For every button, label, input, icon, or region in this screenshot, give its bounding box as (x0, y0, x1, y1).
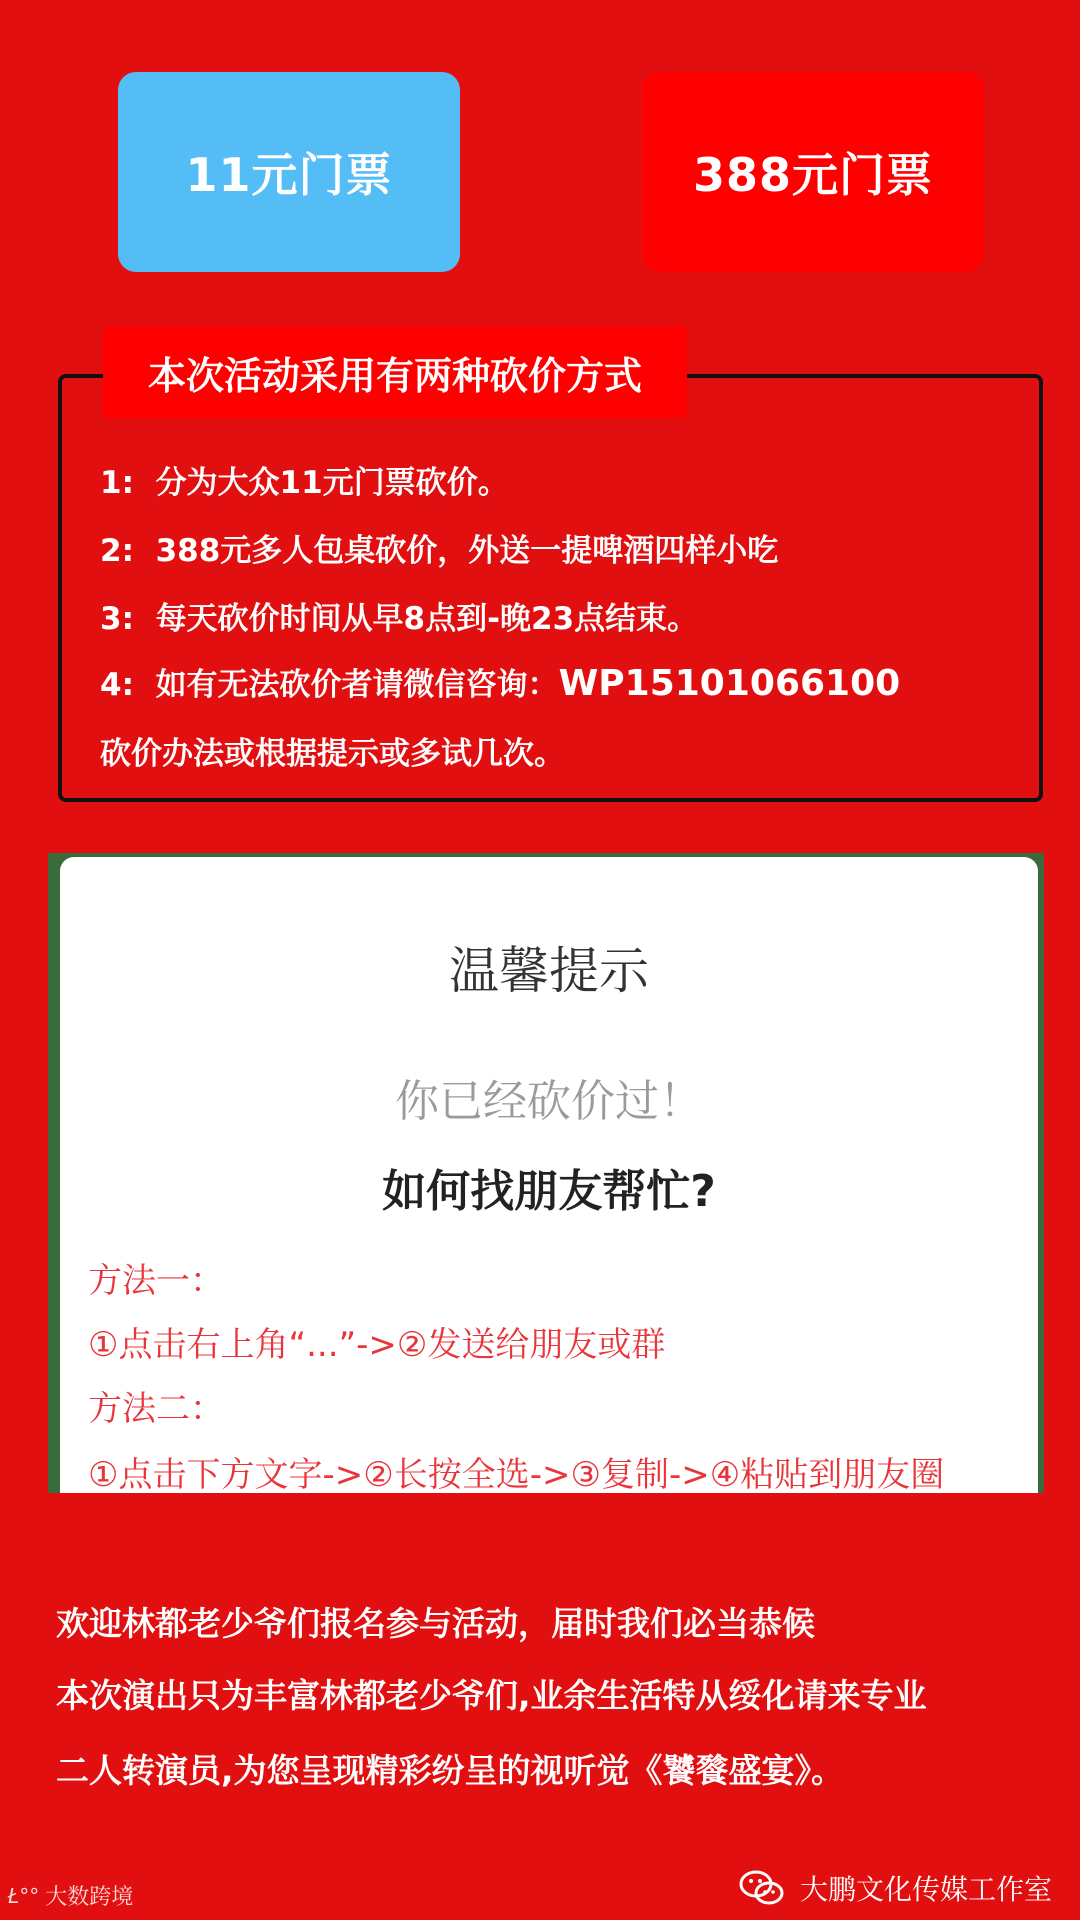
wechat-icon (738, 1868, 786, 1908)
rule-num: 3: (100, 601, 134, 637)
dialog-screenshot (48, 853, 1044, 1493)
wechat-contact-id[interactable]: WP15101066100 (558, 663, 901, 704)
rule-line-2 (100, 525, 778, 570)
rule-line-1 (100, 457, 509, 502)
ticket-388-button[interactable] (642, 72, 984, 272)
dialog-subtitle: 你已经砍价过！ (395, 1076, 703, 1127)
footer-line-3: 二人转演员,为您呈现精彩纷呈的视听觉《饕餮盛宴》。 (56, 1751, 845, 1790)
rules-header-text: 本次活动采用有两种砍价方式 (147, 353, 642, 398)
dialog-title: 温馨提示 (449, 942, 649, 1000)
rule-note (100, 728, 565, 773)
footer-line-2: 本次演出只为丰富林都老少爷们,业余生活特从绥化请来专业 (56, 1676, 927, 1715)
rule-text: 分为大众11元门票砍价。 (155, 465, 509, 501)
method2-label: 方法二： (88, 1389, 224, 1429)
rule-text: 如有无法砍价者请微信咨询： (155, 667, 559, 703)
rule-note-text: 砍价办法或根据提示或多试几次。 (100, 736, 565, 772)
dialog-question: 如何找朋友帮忙? (382, 1166, 716, 1217)
rule-line-3 (100, 593, 698, 638)
watermark (8, 1880, 133, 1911)
tip-dialog (60, 857, 1038, 1493)
wechat-account-name: 大鹏文化传媒工作室 (799, 1873, 1052, 1906)
wechat-account-badge (738, 1868, 1052, 1908)
method1-label: 方法一： (88, 1261, 224, 1301)
footer-line-1: 欢迎林都老少爷们报名参与活动，届时我们必当恭候 (56, 1604, 815, 1643)
method2-steps: ①点击下方文字->②长按全选->③复制->④粘贴到朋友圈 (88, 1455, 945, 1493)
method1-steps: ①点击右上角“...”->②发送给朋友或群 (88, 1325, 666, 1365)
rule-text: 388元多人包桌砍价，外送一提啤酒四样小吃 (155, 533, 779, 569)
rule-num: 4: (100, 667, 134, 703)
rule-num: 2: (100, 533, 134, 569)
rule-num: 1: (100, 465, 134, 501)
ticket-11-button[interactable] (118, 72, 460, 272)
watermark-logo-icon: Ł°° (8, 1883, 40, 1908)
ticket-388-label: 388元门票 (692, 148, 934, 202)
watermark-text: 大数跨境 (45, 1885, 134, 1910)
rules-header (103, 326, 687, 418)
rule-text: 每天砍价时间从早8点到-晚23点结束。 (155, 601, 699, 637)
ticket-11-label: 11元门票 (185, 148, 393, 202)
rule-line-4 (100, 659, 900, 704)
